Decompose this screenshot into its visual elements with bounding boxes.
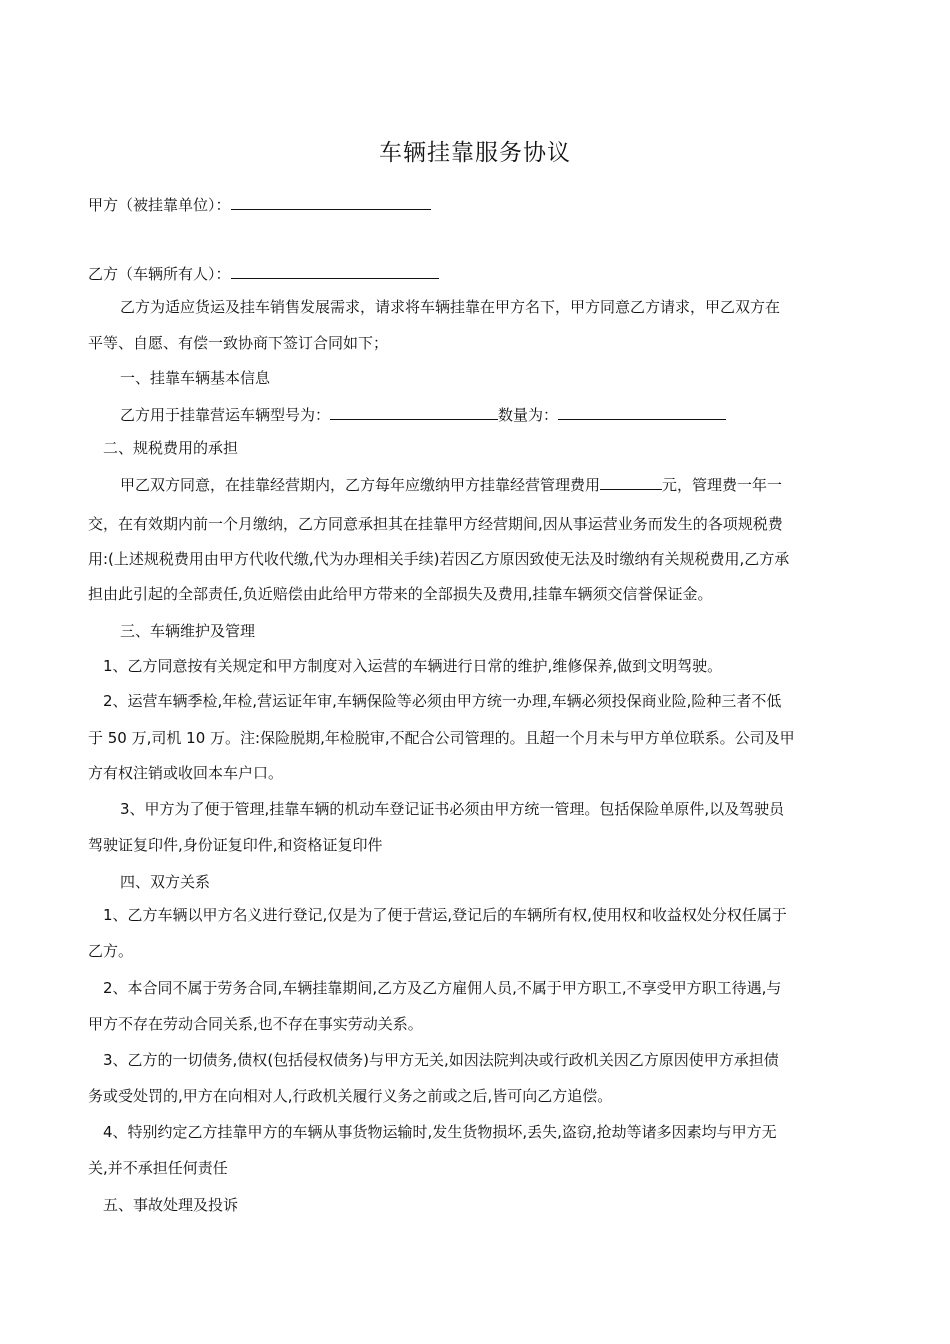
intro-line-1: 乙方为适应货运及挂车销售发展需求，请求将车辆挂靠在甲方名下，甲方同意乙方请求，甲乙双方在 xyxy=(120,298,781,316)
party-b-blank[interactable] xyxy=(231,262,439,279)
section3-item3-line-1: 3、甲方为了便于管理,挂靠车辆的机动车登记证书必须由甲方统一管理。包括保险单原件,以及驾驶员 xyxy=(120,800,785,818)
vehicle-qty-label: 数量为： xyxy=(498,406,559,424)
party-a-blank[interactable] xyxy=(231,193,431,210)
vehicle-model-blank[interactable] xyxy=(330,403,498,420)
party-a-line xyxy=(88,193,431,215)
intro-line-2: 平等、自愿、有偿一致协商下签订合同如下； xyxy=(88,334,389,352)
section4-heading: 四、双方关系 xyxy=(120,873,211,891)
section3-item2-line-3: 方有权注销或收回本车户口。 xyxy=(88,764,284,782)
party-b-line xyxy=(88,262,439,284)
section3-item2-line-2: 于 50 万,司机 10 万。注:保险脱期,年检脱审,不配合公司管理的。且超一个月未与甲方单位联系。公司及甲 xyxy=(88,729,795,747)
vehicle-qty-blank[interactable] xyxy=(558,403,726,420)
section4-item2-line-2: 甲方不存在劳动合同关系,也不存在事实劳动关系。 xyxy=(88,1015,423,1033)
fee-text-b: 元，管理费一年一 xyxy=(662,476,783,494)
section5-heading: 五、事故处理及投诉 xyxy=(103,1196,239,1214)
section2-line-2: 交，在有效期内前一个月缴纳，乙方同意承担其在挂靠甲方经营期间,因从事运营业务而发生的各项规税费 xyxy=(88,515,783,533)
section4-item4-line-1: 4、特别约定乙方挂靠甲方的车辆从事货物运输时,发生货物损坏,丢失,盗窃,抢劫等诸多因素均与甲方无 xyxy=(103,1123,777,1141)
party-b-label: 乙方（车辆所有人）： xyxy=(88,265,231,283)
section2-line-4: 担由此引起的全部责任,负近赔偿由此给甲方带来的全部损失及费用,挂靠车辆须交信誉保证金。 xyxy=(88,585,713,603)
section4-item3-line-1: 3、乙方的一切债务,债权(包括侵权债务)与甲方无关,如因法院判决或行政机关因乙方原因使甲方承担债 xyxy=(103,1051,779,1069)
section1-heading: 一、挂靠车辆基本信息 xyxy=(120,369,271,387)
section1-vehicle-line xyxy=(120,403,726,425)
party-a-label: 甲方（被挂靠单位）： xyxy=(88,196,231,214)
fee-amount-blank[interactable] xyxy=(600,473,662,490)
section4-item3-line-2: 务或受处罚的,甲方在向相对人,行政机关履行义务之前或之后,皆可向乙方追偿。 xyxy=(88,1087,613,1105)
section2-line-3: 用:(上述规税费用由甲方代收代缴,代为办理相关手续)若因乙方原因致使无法及时缴纳有关规税费用,乙方承 xyxy=(88,550,790,568)
document-title: 车辆挂靠服务协议 xyxy=(379,140,571,166)
section4-item1-line-1: 1、乙方车辆以甲方名义进行登记,仅是为了便于营运,登记后的车辆所有权,使用权和收益权处分权任属于 xyxy=(103,906,787,924)
fee-text-a: 甲乙双方同意，在挂靠经营期内，乙方每年应缴纳甲方挂靠经营管理费用 xyxy=(120,476,601,494)
section4-item2-line-1: 2、本合同不属于劳务合同,车辆挂靠期间,乙方及乙方雇佣人员,不属于甲方职工,不享受甲方职工待遇,与 xyxy=(103,979,782,997)
section4-item4-line-2: 关,并不承担任何责任 xyxy=(88,1159,228,1177)
section4-item1-line-2: 乙方。 xyxy=(88,942,134,960)
vehicle-model-label: 乙方用于挂靠营运车辆型号为： xyxy=(120,406,331,424)
section2-heading: 二、规税费用的承担 xyxy=(103,439,239,457)
section3-item2-line-1: 2、运营车辆季检,年检,营运证年审,车辆保险等必须由甲方统一办理,车辆必须投保商业险,险种三者不低 xyxy=(103,692,782,710)
section2-fee-line xyxy=(120,473,782,495)
section3-heading: 三、车辆维护及管理 xyxy=(120,622,256,640)
section3-item1: 1、乙方同意按有关规定和甲方制度对入运营的车辆进行日常的维护,维修保养,做到文明驾驶。 xyxy=(103,657,723,675)
section3-item3-line-2: 驾驶证复印件,身份证复印件,和资格证复印件 xyxy=(88,836,383,854)
